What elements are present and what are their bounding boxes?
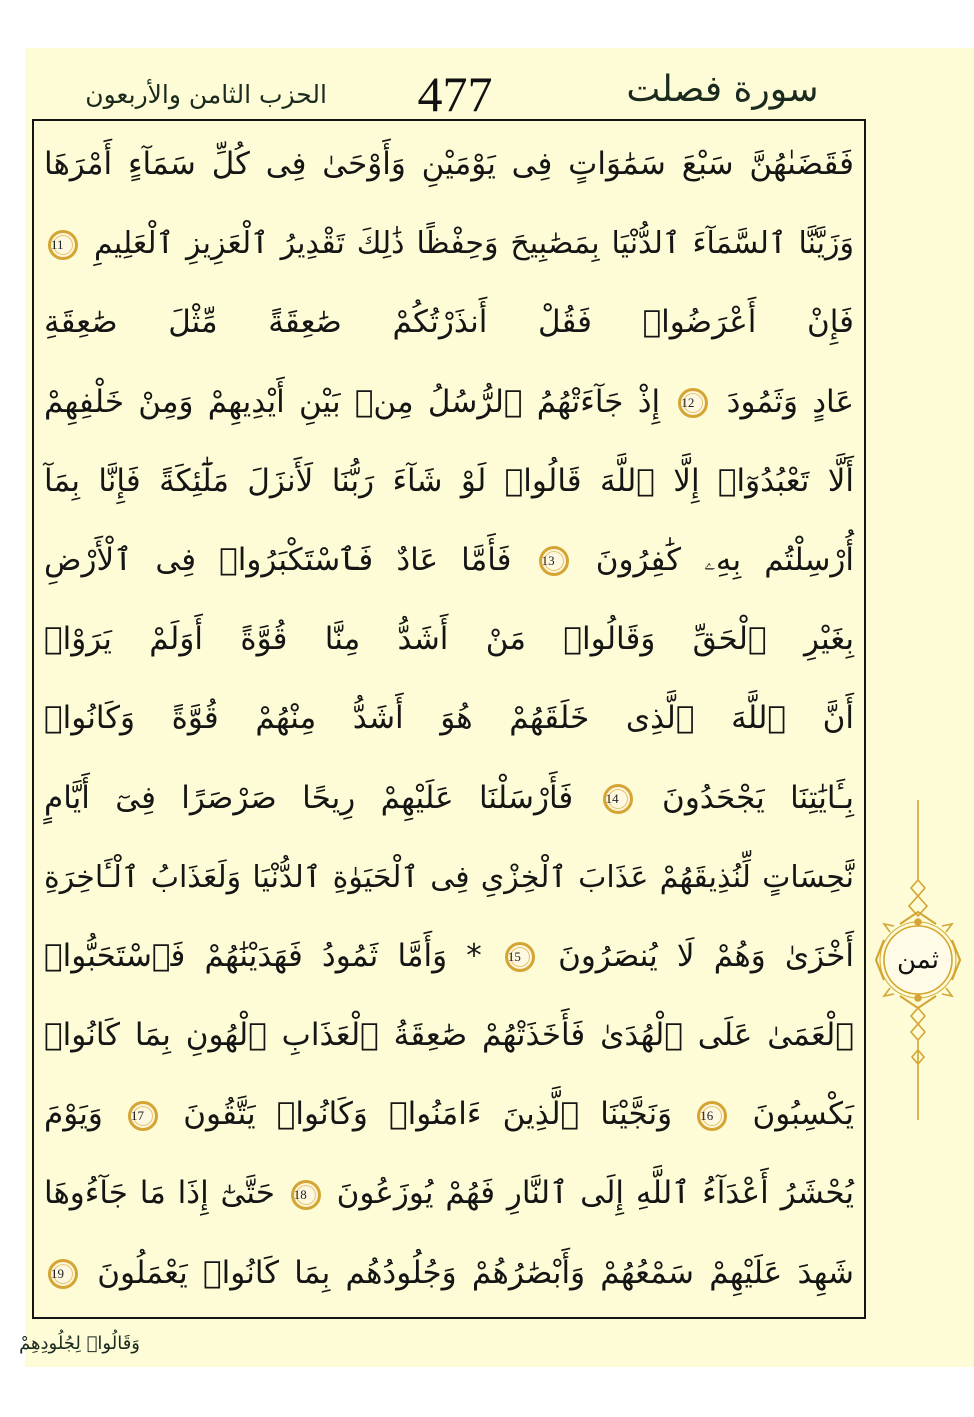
verse-text: فَقَضَىٰهُنَّ سَبْعَ سَمَٰوَاتٍ فِى يَوْمَيْنِ وَأَوْحَىٰ فِى كُلِّ سَمَآءٍ أَمْرَهَا — [44, 146, 854, 182]
verse-text: فَإِنْ أَعْرَضُوا۟ فَقُلْ أَنذَرْتُكُمْ صَٰعِقَةً مِّثْلَ صَٰعِقَةِ — [44, 304, 854, 341]
thumn-label: ثمن — [896, 945, 940, 975]
verse-line — [34, 679, 864, 758]
verse-text: وَيَوْمَ — [44, 1096, 103, 1133]
verse-text: وَنَجَّيْنَا ٱلَّذِينَ ءَامَنُوا۟ وَكَانُوا۟ يَتَّقُونَ — [183, 1096, 673, 1133]
verse-text: شَهِدَ عَلَيْهِمْ سَمْعُهُمْ وَأَبْصَٰرُهُمْ وَجُلُودُهُم بِمَا كَانُوا۟ يَعْمَلُونَ — [97, 1254, 855, 1291]
verse-text: وَزَيَّنَّا ٱلسَّمَآءَ ٱلدُّنْيَا بِمَصَٰبِيحَ وَحِفْظًا ذَٰلِكَ تَقْدِيرُ ٱلْعَزِيزِ ٱلْعَلِيمِ — [93, 226, 854, 262]
verse-line — [34, 838, 864, 917]
verse-line — [34, 996, 864, 1075]
verse-text: يَكْسِبُونَ — [752, 1096, 854, 1133]
verse-text: أُرْسِلْتُم بِهِۦ كَٰفِرُونَ — [595, 541, 855, 578]
verse-line — [34, 442, 864, 521]
surah-title: سورة فصلت — [626, 69, 819, 110]
verse-number-marker: 11 — [48, 230, 78, 260]
verse-line — [34, 283, 864, 362]
verse-text: نَّحِسَاتٍ لِّنُذِيقَهُمْ عَذَابَ ٱلْخِزْىِ فِى ٱلْحَيَوٰةِ ٱلدُّنْيَا وَلَعَذَابُ ٱلْـَٔاخِرَةِ — [44, 859, 854, 895]
verse-text: فَأَمَّا عَادٌ فَٱسْتَكْبَرُوا۟ فِى ٱلْأَرْضِ — [44, 541, 512, 578]
verse-line — [34, 600, 864, 679]
verse-text: يُحْشَرُ أَعْدَآءُ ٱللَّهِ إِلَى ٱلنَّارِ فَهُمْ يُوزَعُونَ — [336, 1175, 854, 1212]
verse-line — [34, 521, 864, 600]
hizb-header: الحزب الثامن والأربعون — [85, 80, 327, 109]
verse-line — [34, 1075, 864, 1154]
thumn-ornament — [870, 800, 966, 1120]
verse-text: أَخْزَىٰ وَهُمْ لَا يُنصَرُونَ — [558, 937, 854, 974]
text-frame — [32, 119, 866, 1319]
verse-text: أَلَّا تَعْبُدُوٓا۟ إِلَّا ٱللَّهَ قَالُوا۟ لَوْ شَآءَ رَبُّنَا لَأَنزَلَ مَلَٰٓئِكَةً فَإِنَّا بِمَآ — [44, 462, 854, 499]
verse-number-marker: 13 — [539, 546, 569, 576]
verse-line — [34, 363, 864, 442]
verse-line — [34, 917, 864, 996]
verse-line — [34, 1234, 864, 1313]
verse-number-marker: 19 — [48, 1259, 78, 1289]
verse-text: فَأَرْسَلْنَا عَلَيْهِمْ رِيحًا صَرْصَرًا فِىٓ أَيَّامٍ — [44, 779, 574, 816]
verse-text: * وَأَمَّا ثَمُودُ فَهَدَيْنَٰهُمْ فَٱسْتَحَبُّوا۟ — [44, 937, 482, 974]
verse-text: ٱلْعَمَىٰ عَلَى ٱلْهُدَىٰ فَأَخَذَتْهُمْ صَٰعِقَةُ ٱلْعَذَابِ ٱلْهُونِ بِمَا كَانُوا۟ — [44, 1017, 854, 1054]
verse-text: حَتَّىٰٓ إِذَا مَا جَآءُوهَا — [44, 1175, 275, 1212]
verse-line — [34, 204, 864, 283]
verse-line — [34, 125, 864, 204]
verse-number-marker: 17 — [128, 1101, 158, 1131]
verse-line — [34, 1154, 864, 1233]
verse-text: بِـَٔايَٰتِنَا يَجْحَدُونَ — [662, 779, 855, 816]
verse-text: عَادٍ وَثَمُودَ — [726, 383, 854, 420]
page-number: 477 — [417, 66, 493, 122]
verse-number-marker: 12 — [678, 388, 708, 418]
verse-lines — [34, 125, 864, 1313]
verse-text: أَنَّ ٱللَّهَ ٱلَّذِى خَلَقَهُمْ هُوَ أَشَدُّ مِنْهُمْ قُوَّةً وَكَانُوا۟ — [44, 700, 854, 737]
verse-text: إِذْ جَآءَتْهُمُ ٱلرُّسُلُ مِنۢ بَيْنِ أَيْدِيهِمْ وَمِنْ خَلْفِهِمْ — [44, 383, 661, 420]
verse-line — [34, 759, 864, 838]
verse-number-marker: 16 — [697, 1101, 727, 1131]
verse-number-marker: 14 — [603, 784, 633, 814]
verse-number-marker: 18 — [291, 1180, 321, 1210]
verse-text: بِغَيْرِ ٱلْحَقِّ وَقَالُوا۟ مَنْ أَشَدُّ مِنَّا قُوَّةً أَوَلَمْ يَرَوْا۟ — [44, 621, 854, 658]
catchword: وَقَالُوا۟ لِجُلُودِهِمْ — [19, 1333, 140, 1354]
verse-number-marker: 15 — [505, 942, 535, 972]
